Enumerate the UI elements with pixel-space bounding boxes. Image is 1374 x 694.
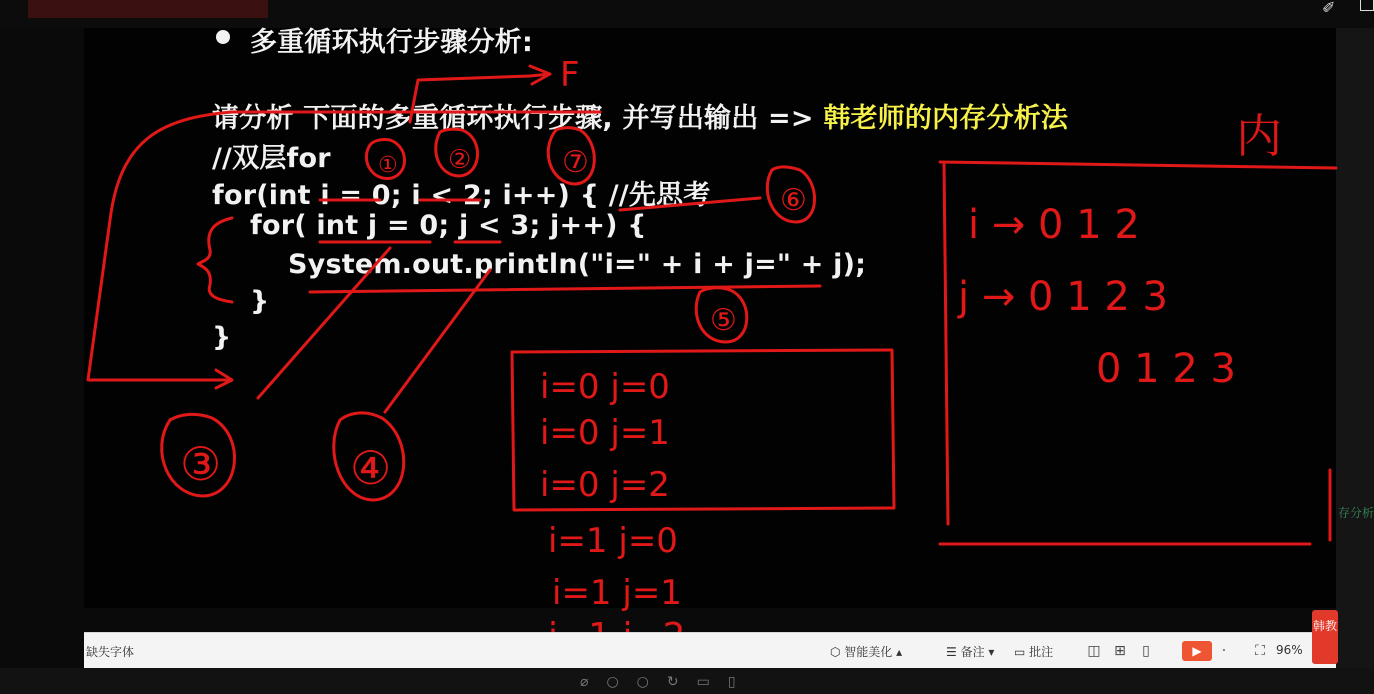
play-button[interactable]: ▶ (1182, 641, 1212, 661)
status-bar (84, 632, 1336, 669)
output-line-3: i=0 j=2 (540, 465, 670, 505)
output-line-2: i=0 j=1 (540, 413, 670, 453)
marker-7: ⑦ (562, 145, 589, 180)
marker-4: ④ (350, 441, 392, 495)
restore-icon[interactable] (1360, 0, 1374, 11)
output-line-1: i=0 j=0 (540, 367, 670, 407)
code-line-1: //双层for (212, 143, 331, 174)
refresh-icon[interactable]: ↻ (666, 674, 697, 690)
fit-window-icon[interactable]: ⛶ (1255, 643, 1265, 659)
reading-view-icon[interactable]: ▯ (1142, 643, 1150, 659)
play-dropdown-icon[interactable]: · (1221, 643, 1227, 659)
zoom-in-icon[interactable]: ○ (636, 674, 667, 690)
memory-row-j2: 0 1 2 3 (1096, 346, 1236, 392)
zoom-out-icon[interactable]: ○ (606, 674, 637, 690)
task-line (212, 96, 1068, 135)
gutter-text: 存分析 (1338, 506, 1374, 520)
output-line-4: i=1 j=0 (548, 521, 678, 561)
task-highlight: 韩老师的内存分析法 (823, 103, 1069, 134)
bullet-icon (216, 30, 230, 44)
page-icon[interactable]: ▭ (696, 674, 728, 690)
memory-row-j: j → 0 1 2 3 (958, 274, 1168, 320)
pin-icon[interactable]: ✐ (1322, 0, 1336, 17)
marker-6: ⑥ (780, 183, 807, 218)
save-icon[interactable]: ▯ (727, 674, 754, 690)
code-line-6: } (212, 322, 232, 353)
task-prefix: 请分析 下面的多重循环执行步骤, 并写出输出 => (212, 103, 814, 134)
missing-font-label[interactable]: 缺失字体 (86, 645, 135, 659)
sparkle-icon: ⬡ (830, 645, 845, 659)
bottom-toolbar (580, 674, 754, 690)
smart-beautify-label: 智能美化 (844, 645, 893, 659)
zoom-level[interactable]: 96% (1276, 643, 1303, 657)
output-line-5: i=1 j=1 (552, 573, 682, 613)
code-line-2: for(int i = 0; i < 2; i++) { //先思考 (212, 180, 711, 211)
marker-2: ② (448, 145, 472, 175)
slide-heading: 多重循环执行步骤分析: (250, 27, 533, 58)
smart-beautify-button[interactable]: ⬡ 智能美化 ▴ (830, 645, 903, 659)
previous-slide-edge (28, 0, 268, 18)
notes-button[interactable]: ☰ 备注 ▾ (946, 645, 995, 659)
marker-1: ① (378, 153, 398, 178)
code-line-5: } (250, 286, 270, 317)
normal-view-icon[interactable]: ◫ (1087, 643, 1101, 659)
notes-label: 备注 (960, 645, 985, 659)
marker-f: F (560, 55, 580, 95)
grid-view-icon[interactable]: ⊞ (1114, 643, 1126, 659)
marker-3: ③ (180, 437, 222, 491)
code-line-4: System.out.println("i=" + i + j=" + j); (288, 249, 867, 280)
marker-5: ⑤ (710, 303, 737, 338)
code-line-3: for( int j = 0; j < 3; j++) { (250, 210, 647, 241)
side-badge[interactable]: 韩教 (1312, 610, 1338, 664)
comments-button[interactable] (1014, 643, 1053, 660)
comment-icon: ▭ (1014, 645, 1030, 659)
comments-label: 批注 (1029, 645, 1054, 659)
memory-row-i: i → 0 1 2 (968, 202, 1140, 248)
right-gutter (1336, 28, 1374, 668)
memory-title: 内 (1236, 109, 1282, 163)
tool-icon[interactable]: ⌀ (580, 674, 607, 690)
notes-icon: ☰ (946, 645, 961, 659)
